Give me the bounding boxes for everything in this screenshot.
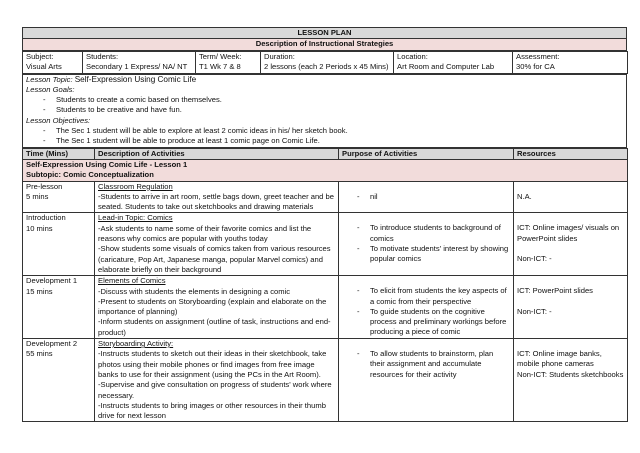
- info-value: Art Room and Computer Lab: [397, 61, 495, 71]
- phase-duration: 10 mins: [26, 223, 53, 233]
- activity-heading: Storyboarding Activity:: [98, 339, 174, 349]
- lesson-plan-document: [22, 27, 627, 422]
- goal-item: - Students to create a comic based on themselves.: [26, 95, 623, 105]
- info-label: Term/ Week:: [199, 51, 242, 61]
- resource-item: ICT: Online images/ visuals on PowerPoint slides: [517, 223, 620, 243]
- info-label: Location:: [397, 51, 428, 61]
- header-resources: Resources: [514, 148, 628, 159]
- purpose-cell: [339, 276, 514, 339]
- activity-heading: Lead-in Topic: Comics: [98, 213, 173, 223]
- resource-item: ICT: Online image banks, mobile phone cameras: [517, 349, 602, 369]
- info-label: Students:: [86, 51, 119, 61]
- goal-item: - Students to be creative and have fun.: [26, 105, 623, 115]
- info-label: Duration:: [264, 51, 295, 61]
- resource-item: Non-ICT: -: [517, 306, 552, 316]
- phase-duration: 55 mins: [26, 349, 53, 359]
- info-cell: [394, 51, 513, 73]
- resources-cell: [514, 213, 628, 276]
- resources-cell: [514, 339, 628, 422]
- purpose-item: - To motivate students' interest by showing popular comics: [342, 244, 510, 265]
- activity-text: -Inform students on assignment (outline of task, instructions and end-product): [98, 317, 331, 337]
- document-title: LESSON PLAN: [23, 28, 627, 39]
- spacer: [517, 244, 624, 254]
- purpose-cell: [339, 213, 514, 276]
- time-cell: [23, 181, 95, 213]
- table-row: [23, 276, 628, 339]
- resource-item: Non-ICT: Students sketchbooks: [517, 369, 624, 379]
- info-cell: [261, 51, 394, 73]
- activity-heading: Classroom Regulation: [98, 181, 173, 191]
- info-value: 30% for CA: [516, 61, 555, 71]
- topic-label: Lesson Topic:: [26, 74, 73, 84]
- objective-item: - The Sec 1 student will be able to produce at least 1 comic page on Comic Life.: [26, 136, 623, 146]
- activity-text: -Instructs students to bring images or other resources in their thumb drive for next lesson: [98, 400, 326, 421]
- info-cell: [23, 51, 83, 73]
- time-cell: [23, 276, 95, 339]
- description-cell: [95, 213, 339, 276]
- header-table: [22, 27, 627, 51]
- info-label: Assessment:: [516, 51, 560, 61]
- objective-item: - The Sec 1 student will be able to explore at least 2 comic ideas in his/ her sketch book.: [26, 126, 623, 136]
- info-value: Secondary 1 Express/ NA/ NT: [86, 61, 188, 71]
- resource-item: Non-ICT: -: [517, 254, 552, 264]
- description-cell: [95, 276, 339, 339]
- time-cell: [23, 213, 95, 276]
- activity-text: -Supervise and give consultation on progress of students' work where necessary.: [98, 380, 332, 400]
- document-subtitle: Description of Instructional Strategies: [23, 39, 627, 50]
- activity-text: -Instructs students to sketch out their ideas in their sketchbook, take photos using their mobile phones or find images from free image banks to use for their assignment (using the PCs in the Art Room).: [98, 349, 327, 379]
- header-time: Time (Mins): [23, 148, 95, 159]
- purpose-item: - To guide students on the cognitive process and preliminary workings before producing a piece of comic: [342, 307, 510, 338]
- info-value: 2 lessons (each 2 Periods x 45 Mins): [264, 61, 389, 71]
- topic-value: Self-Expression Using Comic Life: [74, 74, 197, 84]
- resource-item: N.A.: [517, 191, 532, 201]
- time-cell: [23, 339, 95, 422]
- purpose-item: - To elicit from students the key aspects of a comic from their perspective: [342, 286, 510, 307]
- purpose-cell: [339, 339, 514, 422]
- activity-heading: Elements of Comics: [98, 276, 166, 286]
- table-row: [23, 181, 628, 213]
- lesson-title: Self-Expression Using Comic Life - Lesson 1: [26, 159, 188, 169]
- purpose-item: - nil: [342, 192, 510, 202]
- activity-text: -Students to arrive in art room, settle bags down, greet teacher and be seated. Students to take out sketchbooks and drawing materials: [98, 191, 334, 212]
- activity-text: -Show students some visuals of comics taken from various resources (caricature, Pop Art, Japanese manga, popular Marvel comics) and elaborate briefly on their background: [98, 244, 331, 274]
- purpose-item: - To allow students to brainstorm, plan their assignment and accumulate resources for their activity: [342, 349, 510, 380]
- phase-name: Development 1: [26, 276, 78, 286]
- phase-duration: 15 mins: [26, 286, 53, 296]
- goals-label: Lesson Goals:: [26, 84, 75, 94]
- activities-table: [22, 148, 628, 423]
- activity-text: -Ask students to name some of their favorite comics and list the reasons why comics are popular with youths today: [98, 223, 312, 244]
- info-cell: [513, 51, 628, 73]
- lesson-subtopic: Subtopic: Comic Conceptualization: [26, 170, 154, 180]
- info-value: T1 Wk 7 & 8: [199, 61, 241, 71]
- objectives-label: Lesson Objectives:: [26, 115, 91, 125]
- info-label: Subject:: [26, 51, 54, 61]
- header-description: Description of Activities: [95, 148, 339, 159]
- description-cell: [95, 181, 339, 213]
- info-table: [22, 51, 628, 74]
- phase-name: Pre-lesson: [26, 181, 63, 191]
- activity-text: -Present to students on Storyboarding (explain and elaborate on the importance of planning): [98, 296, 327, 317]
- resources-cell: [514, 276, 628, 339]
- info-value: Visual Arts: [26, 61, 62, 71]
- resource-item: ICT: PowerPoint slides: [517, 286, 593, 296]
- resources-cell: [514, 181, 628, 213]
- info-cell: [83, 51, 196, 73]
- table-row: [23, 339, 628, 422]
- purpose-cell: [339, 181, 514, 213]
- lesson-details: [22, 74, 627, 148]
- description-cell: [95, 339, 339, 422]
- purpose-item: - To introduce students to background of comics: [342, 223, 510, 244]
- spacer: [517, 297, 624, 307]
- activity-text: -Discuss with students the elements in designing a comic: [98, 286, 291, 296]
- info-cell: [196, 51, 261, 73]
- header-purpose: Purpose of Activities: [339, 148, 514, 159]
- table-row: [23, 213, 628, 276]
- phase-duration: 5 mins: [26, 191, 49, 201]
- phase-name: Development 2: [26, 339, 78, 349]
- phase-name: Introduction: [26, 213, 66, 223]
